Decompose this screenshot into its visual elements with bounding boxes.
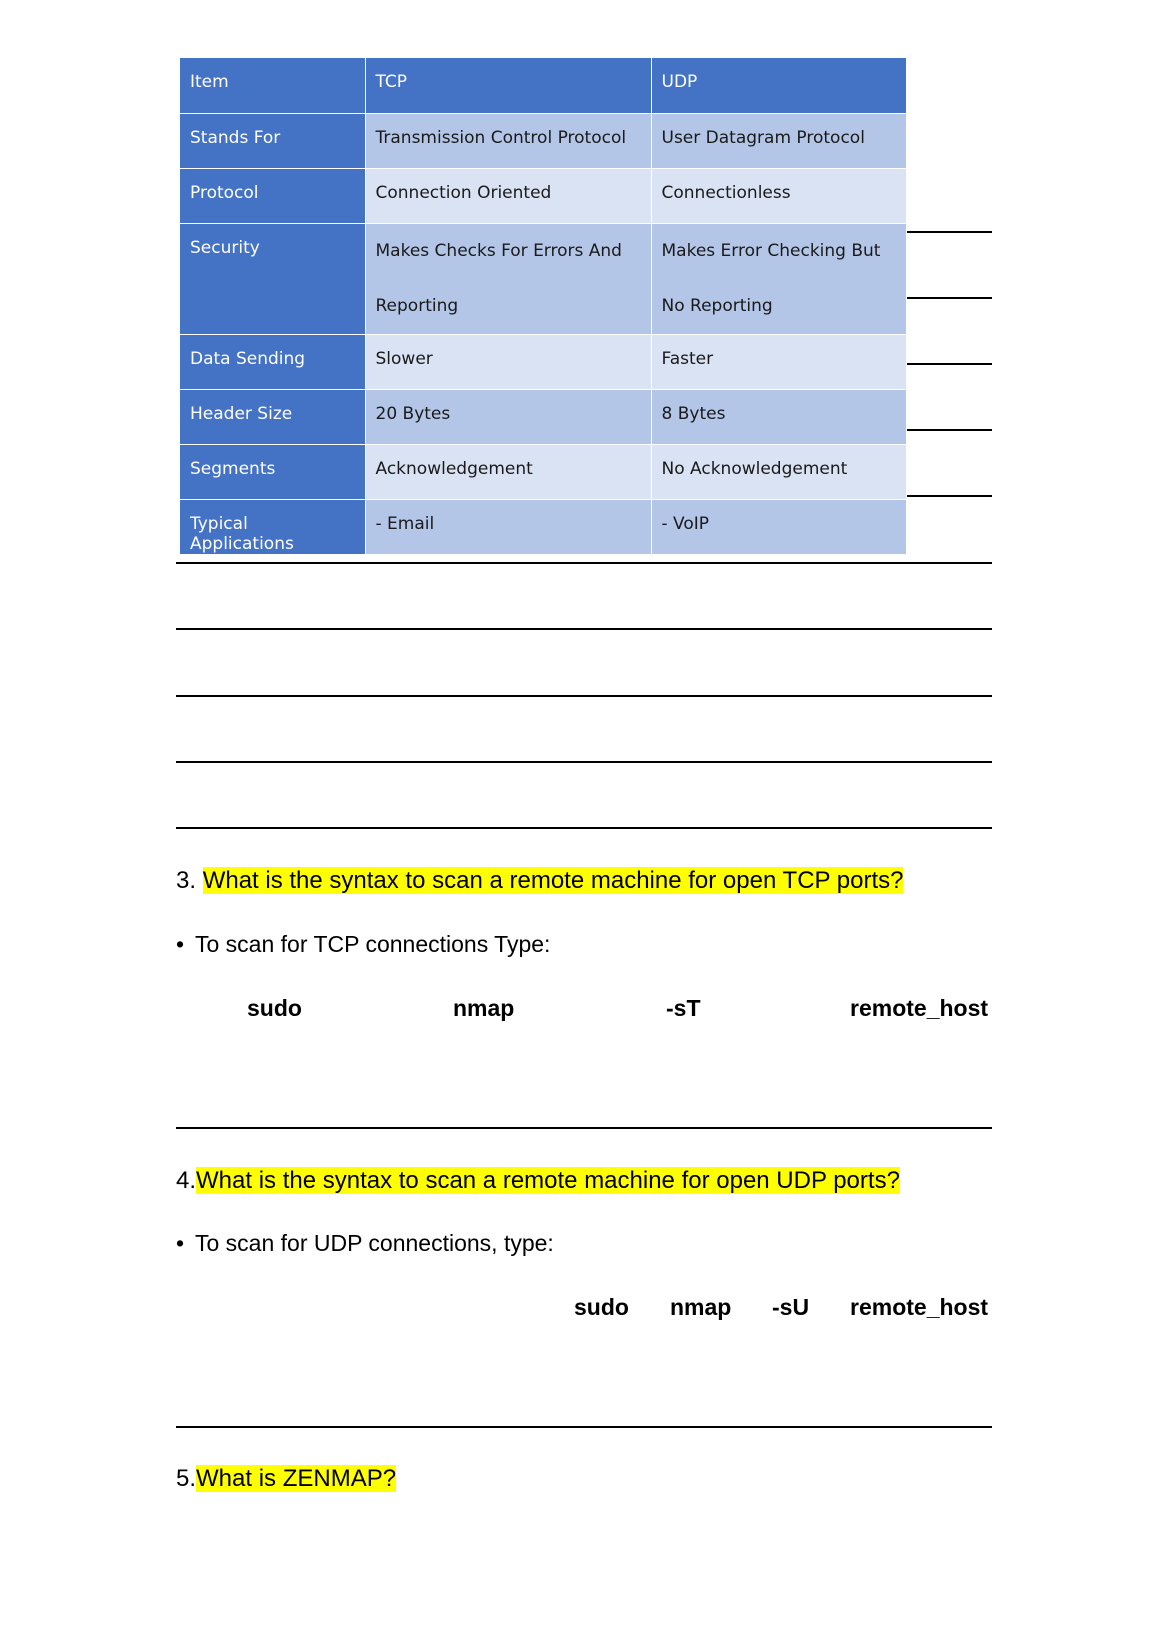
command-word: sudo bbox=[247, 995, 302, 1021]
question-4 bbox=[176, 1167, 900, 1195]
row-label: Typical Applications bbox=[180, 499, 365, 554]
command-word: -sT bbox=[666, 995, 701, 1021]
bullet-text: To scan for TCP connections Type: bbox=[195, 931, 551, 957]
row-label: Security bbox=[180, 223, 365, 334]
answer-line bbox=[907, 429, 992, 431]
row-label: Segments bbox=[180, 444, 365, 499]
answer-line bbox=[176, 827, 992, 829]
question-text: What is the syntax to scan a remote machine for open TCP ports? bbox=[202, 867, 904, 894]
answer-line bbox=[176, 562, 992, 564]
answer-line bbox=[176, 1127, 992, 1129]
header-item: Item bbox=[180, 58, 365, 113]
row-label: Header Size bbox=[180, 389, 365, 444]
table-row bbox=[180, 334, 906, 389]
table-row bbox=[180, 389, 906, 444]
table-row bbox=[180, 223, 906, 334]
tcp-cell: Slower bbox=[365, 334, 651, 389]
answer-line bbox=[176, 695, 992, 697]
udp-cell-line: No Reporting bbox=[661, 295, 773, 316]
answer-line bbox=[176, 1426, 992, 1428]
udp-cell: 8 Bytes bbox=[651, 389, 906, 444]
command-word: -sU bbox=[772, 1294, 810, 1320]
question-text: What is ZENMAP? bbox=[196, 1465, 397, 1492]
row-label: Protocol bbox=[180, 168, 365, 223]
tcp-cell: Connection Oriented bbox=[365, 168, 651, 223]
udp-cell: User Datagram Protocol bbox=[651, 113, 906, 168]
question-number: 3. bbox=[176, 867, 197, 894]
answer-line bbox=[176, 761, 992, 763]
tcp-cell-line: Reporting bbox=[375, 295, 459, 316]
table-row bbox=[180, 499, 906, 554]
row-label: Stands For bbox=[180, 113, 365, 168]
table-row bbox=[180, 113, 906, 168]
command-word: sudo bbox=[574, 1294, 629, 1320]
table-header-row bbox=[180, 58, 906, 113]
question-number: 5. bbox=[176, 1465, 197, 1492]
command-word: remote_host bbox=[850, 995, 989, 1021]
tcp-cell: - Email bbox=[365, 499, 651, 554]
table-row bbox=[180, 444, 906, 499]
header-udp: UDP bbox=[651, 58, 906, 113]
answer-line bbox=[907, 363, 992, 365]
udp-cell-line: Makes Error Checking But bbox=[661, 240, 881, 261]
question-3 bbox=[176, 867, 903, 895]
tcp-udp-comparison-table bbox=[180, 58, 907, 555]
udp-cell: Connectionless bbox=[651, 168, 906, 223]
bullet-icon: • bbox=[176, 1230, 185, 1256]
bullet-icon: • bbox=[176, 931, 185, 957]
tcp-cell bbox=[365, 223, 651, 334]
bullet-text: To scan for UDP connections, type: bbox=[195, 1230, 554, 1256]
question-number: 4. bbox=[176, 1167, 197, 1194]
command-word: nmap bbox=[453, 995, 515, 1021]
udp-cell: Faster bbox=[651, 334, 906, 389]
tcp-cell: Transmission Control Protocol bbox=[365, 113, 651, 168]
answer-line bbox=[907, 495, 992, 497]
tcp-cell: Acknowledgement bbox=[365, 444, 651, 499]
udp-cell bbox=[651, 223, 906, 334]
q3-bullet bbox=[176, 931, 550, 958]
command-word: nmap bbox=[670, 1294, 732, 1320]
udp-cell: - VoIP bbox=[651, 499, 906, 554]
question-text: What is the syntax to scan a remote machine for open UDP ports? bbox=[196, 1167, 900, 1194]
question-5 bbox=[176, 1465, 396, 1493]
answer-line bbox=[176, 628, 992, 630]
q4-bullet bbox=[176, 1230, 554, 1257]
answer-line bbox=[907, 231, 992, 233]
tcp-cell-line: Makes Checks For Errors And bbox=[375, 240, 622, 261]
answer-line bbox=[907, 297, 992, 299]
table-row bbox=[180, 168, 906, 223]
command-word: remote_host bbox=[850, 1294, 989, 1320]
udp-cell: No Acknowledgement bbox=[651, 444, 906, 499]
tcp-cell: 20 Bytes bbox=[365, 389, 651, 444]
row-label: Data Sending bbox=[180, 334, 365, 389]
header-tcp: TCP bbox=[365, 58, 651, 113]
